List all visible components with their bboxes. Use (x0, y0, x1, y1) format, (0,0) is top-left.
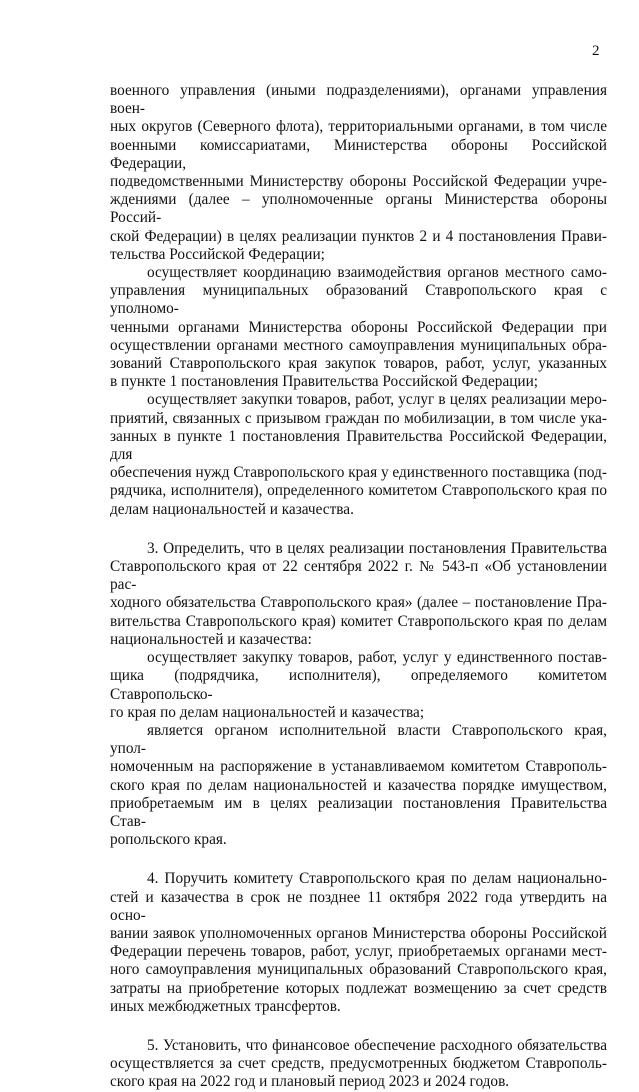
text-line: ного самоуправления муниципальных образований Ставропольского края, (110, 961, 607, 979)
paragraph-procurement (110, 391, 607, 518)
paragraph-section-3 (110, 540, 607, 649)
text-line: военными комиссариатами, Министерства обороны Российской Федерации, (110, 136, 607, 172)
text-line: Ставропольского края от 22 сентября 2022 г. № 543-п «Об установлении рас- (110, 558, 607, 594)
text-line: Федерации перечень товаров, работ, услуг, приобретаемых органами мест- (110, 943, 607, 961)
text-line: ченными органами Министерства обороны Российской Федерации при (110, 318, 607, 336)
text-line: ропольского края. (110, 831, 227, 849)
text-line: ского края по делам национальностей и казачества порядке имуществом, (110, 776, 607, 794)
text-line: номоченным на распоряжение в устанавливаемом комитетом Ставрополь- (110, 758, 607, 776)
text-line: управления муниципальных образований Ставропольского края с уполномо- (110, 282, 607, 318)
text-line: вительства Ставропольского края) комитет Ставропольского края по делам (110, 612, 607, 630)
text-line: ждениями (далее – уполномоченные органы Министерства обороны Россий- (110, 191, 607, 227)
text-line: 3. Определить, что в целях реализации постановления Правительства (147, 539, 607, 557)
text-line: подведомственными Министерству обороны Российской Федерации учре- (110, 173, 607, 191)
text-line: ходного обязательства Ставропольского края» (далее – постановление Пра- (110, 594, 607, 612)
text-line: иных межбюджетных трансфертов. (110, 997, 341, 1015)
paragraph-spacer (110, 849, 607, 870)
text-line: приобретаемым им в целях реализации постановления Правительства Став- (110, 794, 607, 830)
paragraph-continuation (110, 82, 607, 264)
text-line: рядчика, исполнителя), определенного комитетом Ставропольского края по (110, 482, 607, 500)
text-line: национальностей и казачества: (110, 630, 312, 648)
text-line: 5. Установить, что финансовое обеспечение расходного обязательства (147, 1036, 607, 1054)
text-line: осуществляет закупки товаров, работ, услуг в целях реализации меро- (147, 391, 607, 409)
paragraph-spacer (110, 519, 607, 540)
paragraph-single-supplier (110, 649, 607, 722)
paragraph-section-4 (110, 870, 607, 1016)
text-line: занных в пункте 1 постановления Правительства Российской Федерации, для (110, 427, 607, 464)
text-line: делам национальностей и казачества. (110, 500, 354, 518)
text-line: 4. Поручить комитету Ставропольского края по делам национально- (147, 870, 607, 888)
text-line: приятий, связанных с призывом граждан по мобилизации, в том числе ука- (110, 409, 607, 427)
document-body (110, 82, 607, 1092)
text-line: вании заявок уполномоченных органов Министерства обороны Российской (110, 924, 607, 942)
paragraph-coordination (110, 264, 607, 391)
text-line: осуществлении органами местного самоуправления муниципальных обра- (110, 336, 607, 354)
text-line: зований Ставропольского края закупок товаров, работ, услуг, указанных (110, 355, 607, 373)
text-line: является органом исполнительной власти Ставропольского края, упол- (110, 721, 607, 758)
text-line: ской Федерации) в целях реализации пунктов 2 и 4 постановления Прави- (110, 227, 607, 245)
text-line: обеспечения нужд Ставропольского края у единственного поставщика (под- (110, 464, 607, 482)
text-line: ных округов (Северного флота), территориальными органами, в том числе (110, 118, 607, 136)
text-line: военного управления (иными подразделениями), органами управления воен- (110, 82, 607, 118)
text-line: осуществляет закупку товаров, работ, услуг у единственного постав- (147, 649, 607, 667)
paragraph-spacer (110, 1016, 607, 1037)
text-line: стей и казачества в срок не позднее 11 октября 2022 года утвердить на осно- (110, 888, 607, 924)
text-line: в пункте 1 постановления Правительства Российской Федерации; (110, 373, 539, 391)
text-line: щика (подрядчика, исполнителя), определяемого комитетом Ставропольско- (110, 667, 607, 703)
text-line: осуществляет координацию взаимодействия органов местного само- (147, 264, 607, 282)
paragraph-executive-body (110, 722, 607, 849)
text-line: ского края на 2022 год и плановый период 2023 и 2024 годов. (110, 1073, 510, 1091)
page-number: 2 (592, 43, 600, 59)
text-line: го края по делам национальностей и казачества; (110, 703, 425, 721)
paragraph-section-5 (110, 1037, 607, 1092)
text-line: тельства Российской Федерации; (110, 245, 325, 263)
text-line: осуществляется за счет средств, предусмотренных бюджетом Ставрополь- (110, 1055, 607, 1073)
text-line: затраты на приобретение которых подлежат возмещению за счет средств (110, 979, 607, 997)
